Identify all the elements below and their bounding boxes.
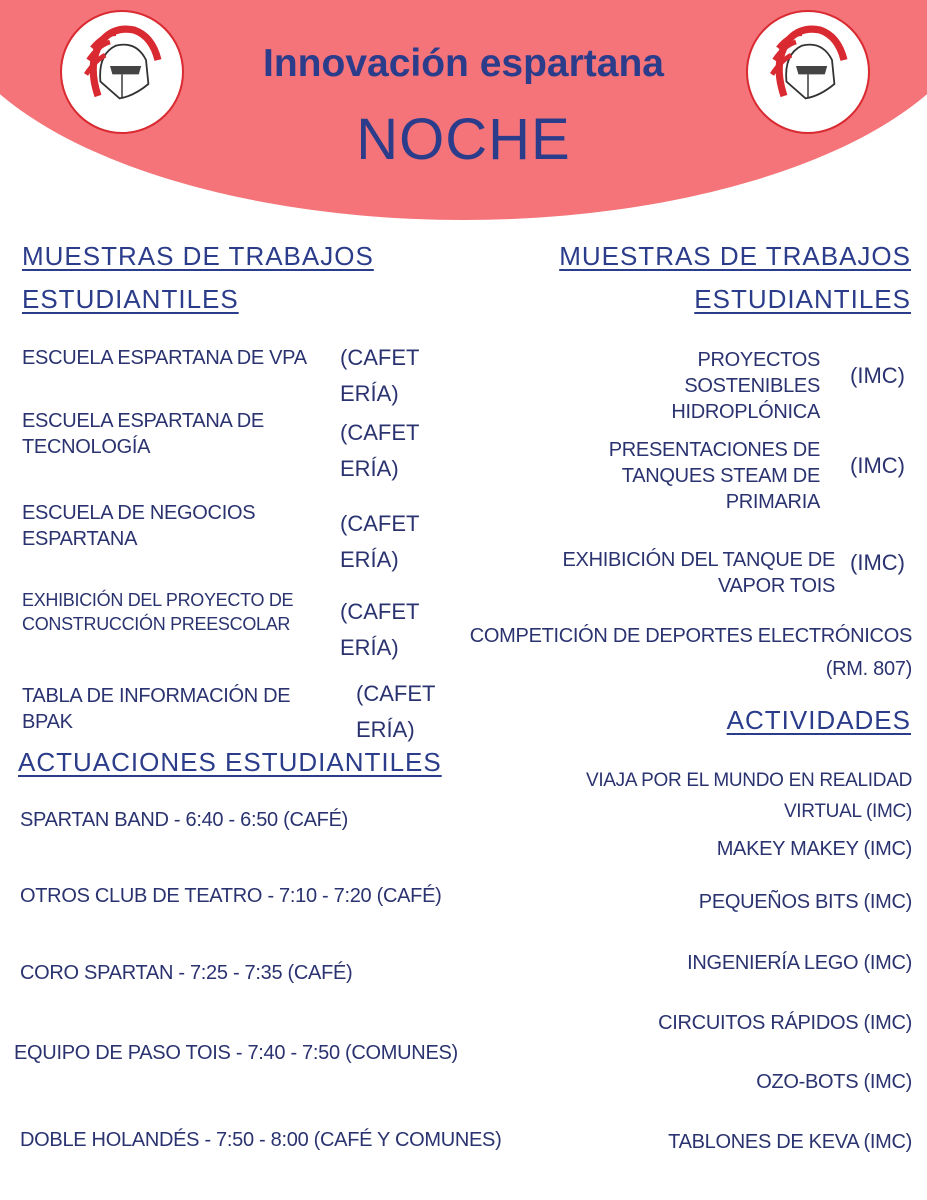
activity-item: INGENIERÍA LEGO (IMC) bbox=[687, 952, 912, 974]
left-showcase-location: (CAFETERÍA) bbox=[356, 681, 436, 742]
activities-heading: ACTIVIDADES bbox=[726, 705, 911, 735]
left-showcase-location: (CAFETERÍA) bbox=[340, 345, 420, 406]
right-showcase-location: (IMC) bbox=[850, 363, 905, 388]
performance-item: DOBLE HOLANDÉS - 7:50 - 8:00 (CAFÉ Y COMUNES) bbox=[20, 1129, 502, 1151]
left-showcase-name: TABLA DE INFORMACIÓN DE BPAK bbox=[22, 685, 291, 733]
left-showcase-location: (CAFETERÍA) bbox=[340, 420, 420, 481]
left-showcase-name: ESCUELA ESPARTANA DE TECNOLOGÍA bbox=[22, 410, 264, 458]
activity-item: CIRCUITOS RÁPIDOS (IMC) bbox=[658, 1012, 912, 1034]
left-showcase-heading-2: ESTUDIANTILES bbox=[22, 284, 239, 314]
right-showcase-location: (IMC) bbox=[850, 453, 905, 478]
left-showcase-location: (CAFETERÍA) bbox=[340, 599, 420, 660]
activity-item: MAKEY MAKEY (IMC) bbox=[716, 838, 912, 860]
performance-item: SPARTAN BAND - 6:40 - 6:50 (CAFÉ) bbox=[20, 809, 348, 831]
left-showcase-location: (CAFETERÍA) bbox=[340, 511, 420, 572]
performance-item: CORO SPARTAN - 7:25 - 7:35 (CAFÉ) bbox=[20, 962, 353, 984]
activity-item: PEQUEÑOS BITS (IMC) bbox=[698, 891, 912, 913]
left-showcase-name: EXHIBICIÓN DEL PROYECTO DE CONSTRUCCIÓN PREESCOLAR bbox=[22, 590, 294, 634]
right-showcase-name: PRESENTACIONES DE TANQUES STEAM DE PRIMARIA bbox=[608, 439, 820, 513]
right-showcase-name: PROYECTOS SOSTENIBLES HIDROPLÓNICA bbox=[671, 349, 820, 423]
right-showcase-heading-2: ESTUDIANTILES bbox=[694, 284, 911, 314]
left-showcase-name: ESCUELA ESPARTANA DE VPA bbox=[22, 347, 307, 369]
activity-item: OZO-BOTS (IMC) bbox=[756, 1071, 912, 1093]
esports-item: COMPETICIÓN DE DEPORTES ELECTRÓNICOS (RM. 807) bbox=[469, 625, 912, 680]
left-showcase-heading-1: MUESTRAS DE TRABAJOS bbox=[22, 241, 374, 271]
page-title: Innovación espartana bbox=[263, 42, 664, 85]
right-showcase-heading-1: MUESTRAS DE TRABAJOS bbox=[559, 241, 911, 271]
activity-item: TABLONES DE KEVA (IMC) bbox=[668, 1131, 912, 1153]
right-showcase-location: (IMC) bbox=[850, 550, 905, 575]
page-subtitle: NOCHE bbox=[356, 107, 571, 172]
performance-item: EQUIPO DE PASO TOIS - 7:40 - 7:50 (COMUNES) bbox=[14, 1042, 458, 1064]
performances-heading: ACTUACIONES ESTUDIANTILES bbox=[18, 747, 442, 777]
left-showcase-name: ESCUELA DE NEGOCIOS ESPARTANA bbox=[22, 502, 256, 550]
performance-item: OTROS CLUB DE TEATRO - 7:10 - 7:20 (CAFÉ) bbox=[20, 885, 442, 907]
right-showcase-name: EXHIBICIÓN DEL TANQUE DE VAPOR TOIS bbox=[562, 549, 835, 597]
activity-item: VIAJA POR EL MUNDO EN REALIDAD VIRTUAL (IMC) bbox=[585, 770, 912, 822]
